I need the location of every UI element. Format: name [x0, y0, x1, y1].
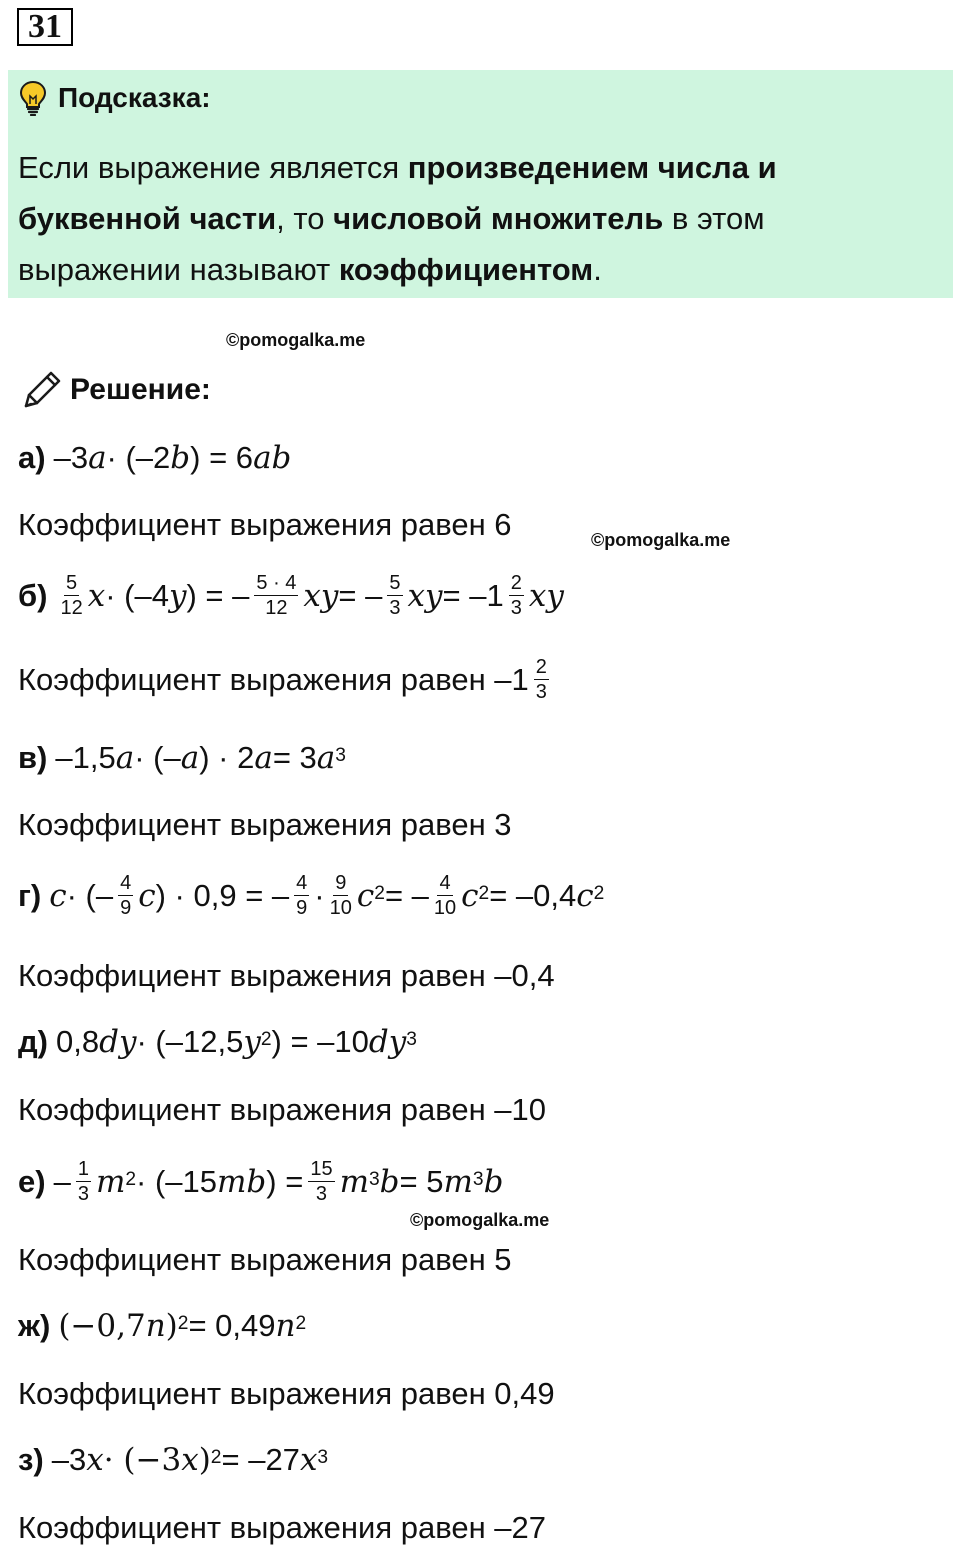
fraction: $\frac{4}{9}$: [296, 872, 308, 919]
hint-title: Подсказка:: [58, 82, 211, 113]
coefficient-e: Коэффициент выражения равен 5: [18, 1242, 512, 1277]
task-number: 31: [17, 8, 73, 46]
fraction: $\frac{2}{3}$: [510, 572, 522, 619]
fraction: $\frac{4}{10}$: [433, 872, 457, 919]
fraction: $\frac{5}{12}$: [60, 572, 83, 619]
fraction: $\frac{9}{10}$: [329, 872, 352, 919]
fraction: $\frac{5}{3}$: [389, 572, 401, 619]
solution-header: [20, 368, 211, 412]
fraction: $\frac{15}{3}$: [310, 1158, 333, 1205]
watermark: ©pomogalka.me: [591, 530, 731, 550]
fraction: $\frac{5 \cdot 4}{12}$: [256, 572, 297, 619]
watermark: ©pomogalka.me: [410, 1210, 550, 1230]
solution-line-e: е) – $\frac{1}{3}$ m $^2$ · (–15 mb ) = $\frac{15}{3}$ m $^3$ b = 5 m $^3$ b: [18, 1158, 504, 1205]
fraction: $\frac{1}{3}$: [77, 1158, 89, 1205]
coefficient-zh: Коэффициент выражения равен 0,49: [18, 1376, 555, 1411]
pencil-icon: [20, 368, 64, 412]
fraction: $\frac{2}{3}$: [535, 656, 547, 703]
solution-title: Решение:: [70, 373, 211, 406]
hint-text: Если выражение является произведением числа и буквенной части, то числовой множитель в этом выражении называют коэффициентом.: [18, 150, 777, 287]
solution-line-g: г) c · (– $\frac{4}{9}$ c ) · 0,9 = – $\frac{4}{9}$ · $\frac{9}{10}$ c $^2$ = – $\frac{4}{10}$ c $^2$ = –0,4 c $^2$: [18, 872, 605, 919]
solution-line-z: з) –3 x · (−3 x ) $^2$ = –27 x $^3$: [18, 1442, 329, 1478]
coefficient-g: Коэффициент выражения равен –0,4: [18, 958, 555, 993]
solution-line-b: б) $\frac{5}{12}$ x · (–4 y ) = – $\frac{5 \cdot 4}{12}$ xy = – $\frac{5}{3}$ xy = –1 $\frac{2}{3}$ xy: [18, 572, 564, 619]
coefficient-d: Коэффициент выражения равен –10: [18, 1092, 547, 1127]
hint-header: [18, 80, 211, 116]
coefficient-a: Коэффициент выражения равен 6: [18, 507, 512, 542]
lightbulb-icon: [18, 80, 48, 116]
solution-line-zh: ж) (−0,7 n ) $^2$ = 0,49 n $^2$: [18, 1308, 307, 1344]
solution-line-d: д) 0,8 dy · (–12,5 y $^2$ ) = –10 dy $^3$: [18, 1024, 417, 1060]
coefficient-b: Коэффициент выражения равен –1 $\frac{2}{3}$: [18, 656, 547, 703]
solution-line-a: а) –3 a · (–2 b ) = 6 ab: [18, 440, 292, 476]
solution-line-v: в) –1,5 a · (– a ) · 2 a = 3 a $^3$: [18, 740, 346, 776]
coefficient-v: Коэффициент выражения равен 3: [18, 807, 512, 842]
fraction: $\frac{4}{9}$: [120, 872, 132, 919]
watermark: ©pomogalka.me: [226, 330, 366, 350]
coefficient-z: Коэффициент выражения равен –27: [18, 1510, 547, 1545]
